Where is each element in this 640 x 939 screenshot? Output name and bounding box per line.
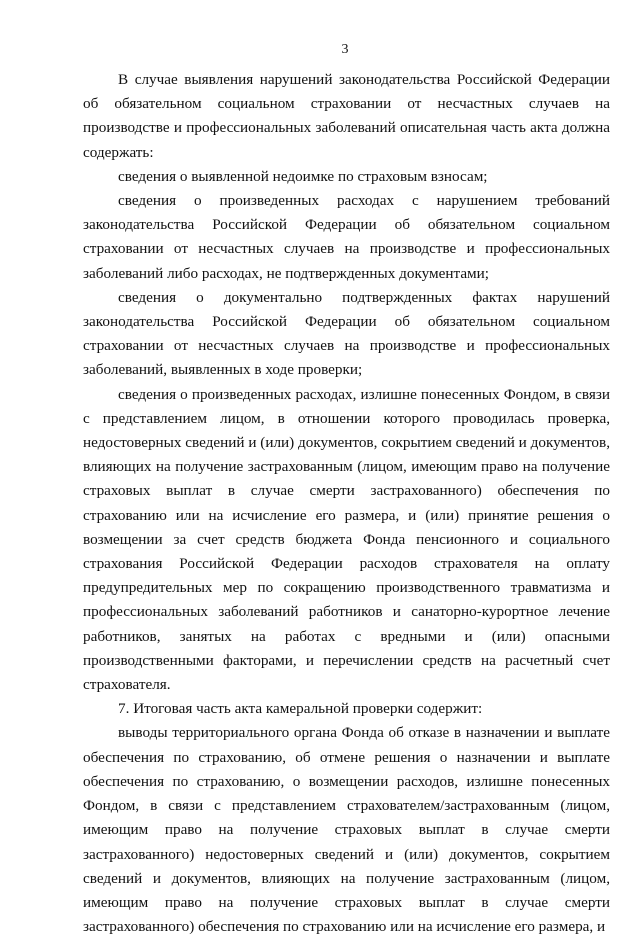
paragraph-documented-facts: сведения о документально подтвержденных фактах нарушений законодательства Российской Федерации об обязательном социальном страховании от несчастных случаев на производстве и профессиональных заболеваний, выявленных в ходе проверки;	[83, 288, 610, 379]
document-body	[83, 68, 610, 939]
paragraph-conclusions: выводы территориального органа Фонда об отказе в назначении и выплате обеспечения по страхованию, об отмене решения о назначении и выплате обеспечения по страхованию, о возмещении расходов, излишне понесенных Фондом, в связи с представлением страхователем/застрахованным (лицом, имеющим право на получение страховых выплат в случае смерти застрахованного) недостоверных сведений и (или) документов, сокрытием сведений и документов, влияющих на получение застрахованным (лицом, имеющим право на получение страховых выплат в случае смерти застрахованного) обеспечения по страхованию или на исчисление его размера, и	[83, 724, 610, 936]
paragraph-arrears: сведения о выявленной недоимке по страховым взносам;	[118, 167, 488, 185]
paragraph-excess-expenses: сведения о произведенных расходах, излишне понесенных Фондом, в связи с представлением лицом, в отношении которого проводилась проверка, недостоверных сведений и (или) документов, сокрытием сведений и документов, влияющих на получение застрахованным (лицом, имеющим право на получение страховых выплат в случае смерти застрахованного) обеспечения по страхованию или на исчисление его размера, и (или) принятие решения о возмещении за счет средств бюджета Фонда пенсионного и социального страхования Российской Федерации расходов страхователя на оплату предупредительных мер по сокращению производственного травматизма и профессиональных заболеваний работников и санаторно-курортное лечение работников, занятых на работах с вредными и (или) опасными производственными факторами, и перечислении средств на расчетный счет страхователя.	[83, 385, 610, 694]
paragraph-expenses-violation: сведения о произведенных расходах с нарушением требований законодательства Российской Федерации об обязательном социальном страховании от несчастных случаев на производстве и профессиональных заболеваний либо расходах, не подтвержденных документами;	[83, 192, 610, 282]
page-number: 3	[341, 42, 349, 57]
section-heading-7: 7. Итоговая часть акта камеральной проверки содержит:	[118, 700, 483, 718]
paragraph-intro: В случае выявления нарушений законодательства Российской Федерации об обязательном социальном страховании от несчастных случаев на производстве и профессиональных заболеваний описательная часть акта должна содержать:	[83, 71, 610, 161]
